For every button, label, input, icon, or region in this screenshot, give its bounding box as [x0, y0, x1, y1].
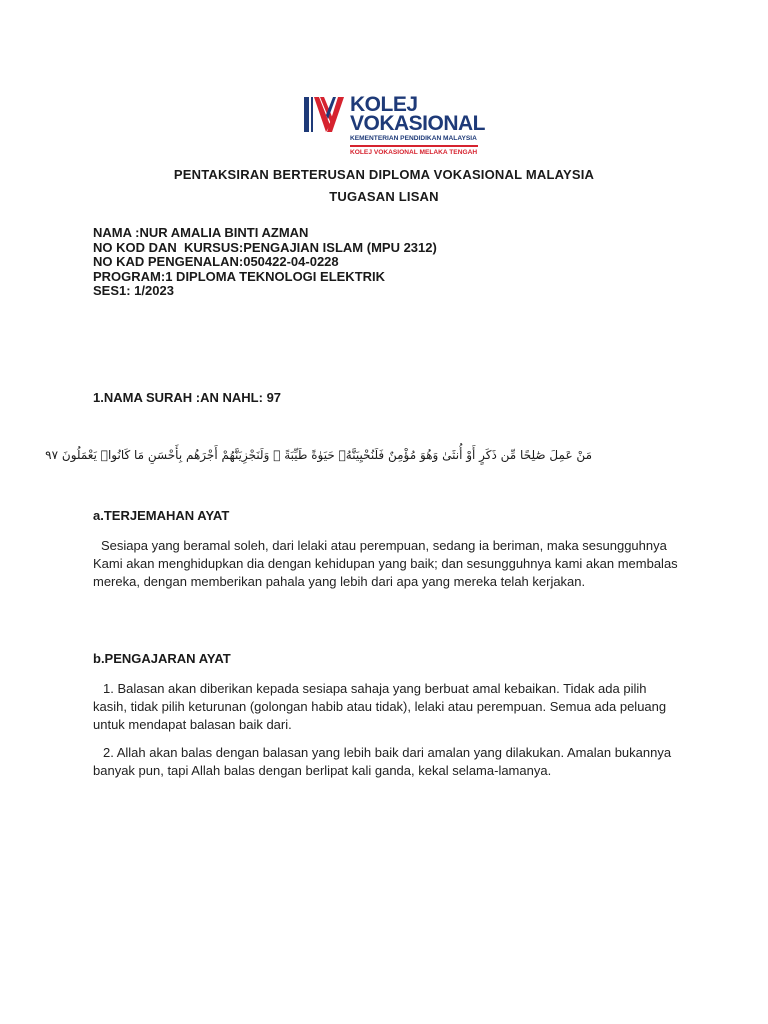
arabic-verse: مَنْ عَمِلَ صَٰلِحًا مِّن ذَكَرٍ أَوْ أُنثَىٰ وَهُوَ مُؤْمِنٌ فَلَنُحْيِيَنَّهُۥ حَيَوٰةً طَيِّبَةً ۖ وَلَنَجْزِيَنَّهُمْ أَجْرَهُم بِأَحْسَنِ مَا كَانُوا۟ يَعْمَلُونَ ٩٧ — [45, 448, 592, 462]
terjemahan-title: a.TERJEMAHAN AYAT — [93, 508, 230, 523]
pengajaran-point: 2. Allah akan balas dengan balasan yang lebih baik dari amalan yang dilakukan. Amalan bukannya banyak pun, tapi Allah balas dengan berlipat kali ganda, kekal selama-lamanya. — [93, 745, 672, 778]
program-name: PROGRAM:1 DIPLOMA TEKNOLOGI ELEKTRIK — [93, 268, 386, 284]
logo-line-vokasional: VOKASIONAL — [350, 112, 486, 135]
surah-title: 1.NAMA SURAH :AN NAHL: 97 — [93, 390, 282, 405]
logo-line-kementerian: KEMENTERIAN PENDIDIKAN MALAYSIA — [350, 135, 477, 142]
kolej-vokasional-logo — [300, 93, 486, 157]
student-info-block — [93, 226, 437, 299]
logo-divider — [350, 145, 478, 147]
terjemahan-text: Sesiapa yang beramal soleh, dari lelaki atau perempuan, sedang ia beriman, maka sesungguhnya Kami akan menghidupkan dia dengan kehidupan yang baik; dan sesungguhnya kami akan membalas mereka, dengan memberikan pahala yang lebih dari apa yang mereka telah kerjakan. — [93, 538, 678, 589]
document-title: PENTAKSIRAN BERTERUSAN DIPLOMA VOKASIONAL MALAYSIA — [173, 167, 595, 182]
student-name: NAMA :NUR AMALIA BINTI AZMAN — [93, 225, 309, 240]
course-code: NO KOD DAN KURSUS:PENGAJIAN ISLAM (MPU 2312) — [93, 239, 437, 255]
logo-line-kolej: KOLEJ — [350, 93, 418, 116]
session: SES1: 1/2023 — [93, 283, 174, 298]
pengajaran-title: b.PENGAJARAN AYAT — [93, 651, 231, 666]
kv-emblem-icon — [300, 95, 348, 135]
logo-wordmark — [350, 95, 485, 157]
logo-line-kolej-melaka: KOLEJ VOKASIONAL MELAKA TENGAH — [350, 148, 478, 156]
ic-number: NO KAD PENGENALAN:050422-04-0228 — [93, 254, 339, 269]
pengajaran-point: 1. Balasan akan diberikan kepada sesiapa sahaja yang berbuat amal kebaikan. Tidak ada pilih kasih, tidak pilih keturunan (golongan habib atau tidak), lelaki atau perempuan. Semua ada peluang untuk mendapat balasan baik dari. — [93, 681, 667, 732]
document-subtitle: TUGASAN LISAN — [329, 189, 439, 204]
